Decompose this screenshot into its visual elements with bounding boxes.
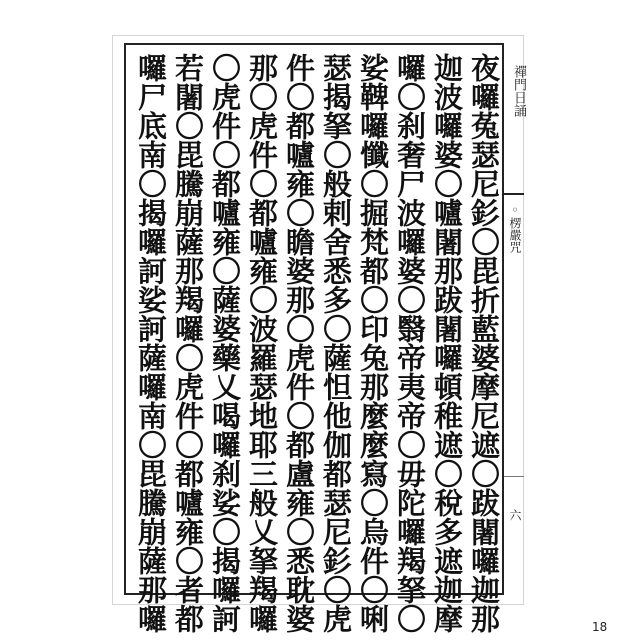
leaf-number: 六 [508,509,522,521]
text-column: 囉尸底南〇揭囉訶娑訶薩囉南〇毘騰崩薩那囉 [134,53,168,633]
book-title: 禪門日誦 [511,65,526,117]
page-number: 18 [592,620,608,634]
text-column: 〇虎件〇都嚧雍〇薩婆藥乂喝囉刹娑〇揭囉訶 [208,53,242,633]
text-column: 娑鞞囉懺〇掘梵都〇印兔那麼麼寫〇烏件〇唎 [356,53,390,633]
section-title: ◦楞嚴咒 [508,203,522,253]
text-column: 若闍〇毘騰崩薩那羯囉〇虎件〇都嚧雍〇者都 [171,53,205,633]
margin-divider [504,193,524,195]
text-column: 件〇都嚧雍〇瞻婆那〇虎件〇都盧雍〇悉耽婆 [282,53,316,633]
margin-divider [504,476,524,477]
margin-strip [504,43,524,595]
text-column: 夜囉菟瑟尼釤〇毘折藍婆摩尼遮〇跋闍囉迦那 [467,53,501,633]
text-column: 瑟揭拏〇般剌舍悉多〇薩怛他伽都瑟尼釤〇虎 [319,53,353,633]
text-column: 囉〇刹奢尸波囉婆〇翳帝夷帝〇毋陀囉羯拏〇 [393,53,427,633]
text-block [124,43,504,633]
text-column: 那〇虎件〇都嚧雍〇波羅瑟地耶三般乂拏羯囉 [245,53,279,633]
text-column: 迦波囉婆〇嚧闍那跋闍囉頓稚遮〇稅多遮迦摩 [430,53,464,633]
